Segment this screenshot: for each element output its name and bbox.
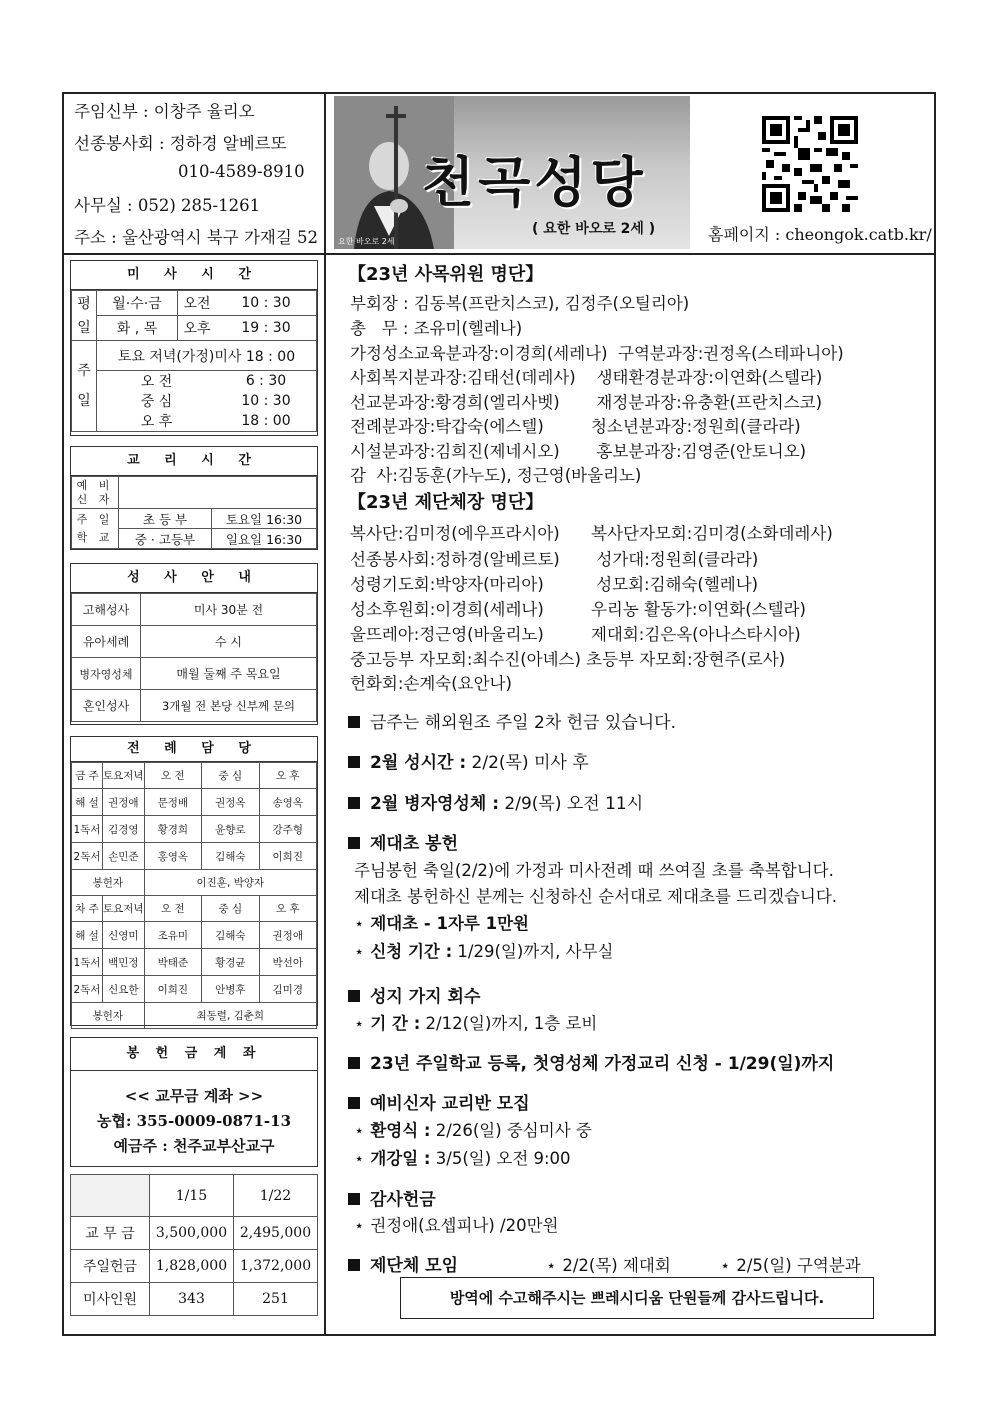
notice-text: 3/5(일) 오전 9:00 <box>430 1149 571 1168</box>
finance-cell: 343 <box>150 1283 234 1316</box>
liturgy-cell: 김미경 <box>259 976 316 1003</box>
council: 선종봉사회 : 정하경 알베르또 <box>74 134 287 153</box>
committee-line: 사회복지분과장:김태선(데레사) 생태환경분과장:이연화(스텔라) <box>350 368 823 387</box>
liturgy-cell: 강주형 <box>259 816 316 843</box>
pastor: 주임신부 : 이창주 율리오 <box>74 102 255 121</box>
sacrament-info: 미사 30분 전 <box>141 594 317 626</box>
patron-saint: ( 요한 바오로 2세 ) <box>532 221 656 237</box>
finance-cell: 교 무 금 <box>71 1217 150 1250</box>
notice-8-bullet1 <box>354 1212 558 1236</box>
office-phone: 사무실 : 052) 285-1261 <box>74 196 261 215</box>
sunday-time-2: 10 : 30 <box>216 391 317 411</box>
liturgy-cell: 손민준 <box>103 843 145 870</box>
bullet-square-icon <box>348 1097 360 1109</box>
committee-line: 가정성소교육분과장:이경희(세레나) 구역분과장:권정옥(스테파니아) <box>350 344 844 363</box>
bullet-square-icon <box>348 1057 360 1069</box>
notice-text: 23년 주일학교 등록, 첫영성체 가정교리 신청 - 1/29(일)까지 <box>370 1054 835 1074</box>
finance-cell: 1,372,000 <box>234 1250 318 1283</box>
notice-title: 성지 가지 회수 <box>370 987 481 1007</box>
liturgy-cell: 1독서 <box>72 816 103 843</box>
liturgy-cell: 홍영옥 <box>144 843 201 870</box>
liturgy-cell: 중 심 <box>202 896 259 922</box>
thanks-box: 방역에 수고해주시는 쁘레시디움 단원들께 감사드립니다. <box>400 1277 874 1319</box>
liturgy-table <box>71 762 317 1029</box>
mass-times-title: 미 사 시 간 <box>71 261 317 290</box>
liturgy-box <box>70 736 318 1026</box>
notice-text: 2/26(일) 중심미사 중 <box>430 1121 592 1140</box>
notice-title: 환영식 : <box>370 1121 431 1140</box>
notice-text: 1/29(일)까지, 사무실 <box>452 942 614 961</box>
notice-9-item-b <box>720 1252 861 1276</box>
notice-2 <box>348 748 589 773</box>
liturgy-cell: 백민정 <box>103 949 145 976</box>
notice-9 <box>348 1251 458 1276</box>
school-time-2: 일요일 16:30 <box>212 529 317 549</box>
committee-line: 총 무 : 조유미(헬레나) <box>350 319 523 338</box>
liturgy-cell: 토요저녁 <box>103 896 145 922</box>
notice-5-bullet1 <box>354 1010 597 1034</box>
committee-line: 부회장 : 김동복(프란치스코), 김정주(오틸리아) <box>350 294 690 313</box>
weekday-ampm-2: 오후 <box>178 316 217 341</box>
notice-title: 감사헌금 <box>370 1190 436 1210</box>
sacrament-info: 3개월 전 본당 신부께 문의 <box>141 690 317 722</box>
committee-title: 【23년 사목위원 명단】 <box>348 264 544 285</box>
star-bullet-icon: ⋆ <box>354 1149 365 1168</box>
groups-line: 성소후원회:이경희(세레나) 우리농 활동가:이연화(스텔라) <box>350 600 806 619</box>
notice-text: 2/12(일)까지, 1층 로비 <box>420 1014 598 1033</box>
liturgy-cell: 차 주 <box>72 896 103 922</box>
liturgy-cell: 윤향로 <box>202 816 259 843</box>
notice-text: 제대초 - 1자루 1만원 <box>370 914 529 933</box>
liturgy-cell: 송영옥 <box>259 789 316 816</box>
sunday-name-3: 오 후 <box>97 411 217 432</box>
school-grade-2: 중 · 고등부 <box>119 529 212 549</box>
liturgy-cell: 해 설 <box>72 922 103 949</box>
groups-line: 성령기도회:박양자(마리아) 성모회:김해숙(헬레나) <box>350 575 759 594</box>
bullet-square-icon <box>348 716 360 728</box>
notice-9-item-a <box>546 1252 671 1276</box>
star-bullet-icon: ⋆ <box>546 1256 557 1275</box>
star-bullet-icon: ⋆ <box>354 1121 365 1140</box>
groups-line: 복사단:김미정(에우프라시아) 복사단자모회:김미경(소화데레사) <box>350 524 833 543</box>
star-bullet-icon: ⋆ <box>354 1014 365 1033</box>
groups-line: 헌화회:손계숙(요안나) <box>350 674 512 693</box>
liturgy-cell: 문정배 <box>144 789 201 816</box>
liturgy-cell: 황경균 <box>202 949 259 976</box>
liturgy-cell: 안병후 <box>202 976 259 1003</box>
liturgy-cell: 이희진 <box>144 976 201 1003</box>
finance-cell: 1/22 <box>234 1175 318 1217</box>
weekday-label-2: 일 <box>77 319 91 336</box>
body-col-divider <box>324 253 326 1336</box>
liturgy-cell: 박태준 <box>144 949 201 976</box>
notice-title: 예비신자 교리반 모집 <box>370 1094 530 1114</box>
notice-7-bullet1 <box>354 1117 592 1141</box>
star-bullet-icon: ⋆ <box>354 1216 365 1235</box>
notice-7 <box>348 1089 530 1114</box>
sacrament-name: 고해성사 <box>72 594 141 626</box>
liturgy-cell: 권정애 <box>103 789 145 816</box>
homepage-link[interactable]: 홈페이지 : cheongok.catb.kr/ <box>708 225 932 244</box>
notice-title: 제단체 모임 <box>370 1256 459 1276</box>
finance-cell: 3,500,000 <box>150 1217 234 1250</box>
saturday-mass: 토요 저녁(가정)미사 18 : 00 <box>97 341 317 371</box>
finance-cell: 251 <box>234 1283 318 1316</box>
liturgy-cell: 2독서 <box>72 976 103 1003</box>
star-bullet-icon: ⋆ <box>354 942 365 961</box>
notice-title: 기 간 : <box>370 1014 421 1033</box>
liturgy-cell: 오 전 <box>144 896 201 922</box>
liturgy-title: 전 례 담 당 <box>71 737 317 762</box>
notice-title: 신청 기간 : <box>370 942 453 961</box>
finance-box <box>70 1174 318 1314</box>
bullet-square-icon <box>348 837 360 849</box>
liturgy-cell: 신요한 <box>103 976 145 1003</box>
liturgy-cell: 금 주 <box>72 763 103 789</box>
star-bullet-icon: ⋆ <box>354 914 365 933</box>
offering-names: 최동렬, 김춘희 <box>144 1003 316 1029</box>
committee-line: 시설분과장:김희진(제네시오) 홍보분과장:김영준(안토니오) <box>350 442 807 461</box>
sunday-name-2: 중 심 <box>97 391 217 411</box>
groups-line: 중고등부 자모회:최수진(아녜스) 초등부 자모회:장현주(로사) <box>350 650 786 669</box>
liturgy-cell: 이희진 <box>259 843 316 870</box>
liturgy-cell: 김경영 <box>103 816 145 843</box>
photo-caption: 요한 바오로 2세 <box>338 237 395 246</box>
notice-4-bullet1 <box>354 910 529 934</box>
notice-5 <box>348 982 480 1007</box>
catechumen-label: 예 비 신 자 <box>72 477 119 509</box>
liturgy-cell: 권정애 <box>259 922 316 949</box>
bullet-square-icon <box>348 797 360 809</box>
notice-text: 2/2(목) 미사 후 <box>466 753 589 773</box>
sunday-label-1: 주 <box>77 363 91 379</box>
school-label: 주 일 학 교 <box>72 509 119 549</box>
finance-cell: 2,495,000 <box>234 1217 318 1250</box>
finance-cell: 1/15 <box>150 1175 234 1217</box>
committee-line: 감 사:김동훈(가누도), 정근영(바울리노) <box>350 466 642 485</box>
address: 주소 : 울산광역시 북구 가재길 52 <box>74 228 319 247</box>
liturgy-cell: 오 후 <box>259 763 316 789</box>
notice-title: 2월 성시간 : <box>370 753 467 773</box>
notice-8 <box>348 1185 436 1210</box>
notice-text: 2/5(일) 구역분과 <box>736 1256 861 1275</box>
sacrament-name: 병자영성체 <box>72 658 141 690</box>
liturgy-cell: 해 설 <box>72 789 103 816</box>
finance-cell: 1,828,000 <box>150 1250 234 1283</box>
liturgy-cell: 조유미 <box>144 922 201 949</box>
church-name: 천곡성당 <box>422 151 647 214</box>
school-time-1: 토요일 16:30 <box>212 509 317 529</box>
sunday-time-1: 6 : 30 <box>216 371 317 392</box>
donation-holder: 예금주 : 천주교부산교구 <box>113 1137 275 1155</box>
weekday-time-2: 19 : 30 <box>216 316 317 341</box>
committee-line: 전례분과장:탁갑숙(에스텔) 청소년분과장:정원희(클라라) <box>350 417 801 436</box>
donation-account: 농협: 355-0009-0871-13 <box>96 1112 292 1130</box>
offering-label: 봉헌자 <box>72 1003 145 1029</box>
groups-line: 울뜨레아:정근영(바울리노) 제대회:김은옥(아나스타시아) <box>350 625 801 644</box>
liturgy-cell: 김해숙 <box>202 922 259 949</box>
notice-4-line1: 주님봉헌 축일(2/2)에 가정과 미사전례 때 쓰여질 초를 축복합니다. <box>354 861 834 880</box>
notice-1 <box>348 708 676 733</box>
bullet-square-icon <box>348 756 360 768</box>
liturgy-cell: 1독서 <box>72 949 103 976</box>
sacrament-info: 매월 둘째 주 목요일 <box>141 658 317 690</box>
notice-4-bullet2 <box>354 938 613 962</box>
bullet-square-icon <box>348 1193 360 1205</box>
notice-text: 2/2(목) 제대회 <box>562 1256 671 1275</box>
notice-4 <box>348 829 458 854</box>
council-phone: 010-4589-8910 <box>178 162 305 181</box>
qr-code-icon[interactable] <box>762 116 858 212</box>
church-banner <box>334 96 690 249</box>
liturgy-cell: 중 심 <box>202 763 259 789</box>
liturgy-cell: 김해숙 <box>202 843 259 870</box>
liturgy-cell: 오 전 <box>144 763 201 789</box>
mass-times-box <box>70 260 318 436</box>
weekday-time-1: 10 : 30 <box>216 291 317 316</box>
bullet-square-icon <box>348 990 360 1002</box>
weekday-days-2: 화 , 목 <box>97 316 178 341</box>
offering-names: 이진훈, 박양자 <box>144 870 316 896</box>
notice-7-bullet2 <box>354 1145 571 1169</box>
sunday-time-3: 18 : 00 <box>216 411 317 432</box>
notice-title: 개강일 : <box>370 1149 431 1168</box>
sacrament-name: 유아세례 <box>72 626 141 658</box>
school-grade-1: 초 등 부 <box>119 509 212 529</box>
donation-box <box>70 1037 318 1167</box>
catechism-box <box>70 446 318 550</box>
notice-text: 권정애(요셉피나) /20만원 <box>370 1216 559 1235</box>
notice-3 <box>348 789 643 814</box>
mass-times-table <box>71 290 317 432</box>
notice-title: 2월 병자영성체 : <box>370 794 499 814</box>
committee-line: 선교분과장:황경희(엘리사벳) 재정분과장:유충환(프란치스코) <box>350 393 823 412</box>
sacrament-info: 수 시 <box>141 626 317 658</box>
liturgy-cell: 2독서 <box>72 843 103 870</box>
weekday-ampm-1: 오전 <box>178 291 217 316</box>
header-col-divider <box>324 92 326 253</box>
weekday-days-1: 월·수·금 <box>97 291 178 316</box>
finance-cell <box>71 1175 150 1217</box>
groups-title: 【23년 제단체장 명단】 <box>348 492 544 513</box>
donation-line1: << 교무금 계좌 >> <box>124 1087 264 1105</box>
finance-cell: 미사인원 <box>71 1283 150 1316</box>
catechism-table <box>71 476 317 549</box>
liturgy-cell: 토요저녁 <box>103 763 145 789</box>
liturgy-cell: 황경희 <box>144 816 201 843</box>
liturgy-cell: 권정옥 <box>202 789 259 816</box>
star-bullet-icon: ⋆ <box>720 1256 731 1275</box>
finance-table <box>70 1174 318 1316</box>
liturgy-cell: 오 후 <box>259 896 316 922</box>
offering-label: 봉헌자 <box>72 870 145 896</box>
weekday-label-1: 평 <box>77 295 91 312</box>
donation-title: 봉 헌 금 계 좌 <box>71 1038 317 1071</box>
liturgy-cell: 신영미 <box>103 922 145 949</box>
finance-cell: 주일헌금 <box>71 1250 150 1283</box>
groups-line: 선종봉사회:정하경(알베르토) 성가대:정원희(클라라) <box>350 550 759 569</box>
notice-4-line2: 제대초 봉헌하신 분께는 신청하신 순서대로 제대초를 드리겠습니다. <box>354 887 838 906</box>
sacraments-box <box>70 563 318 725</box>
bullet-square-icon <box>348 1259 360 1271</box>
sunday-label-2: 일 <box>77 393 91 409</box>
sacraments-table <box>71 593 317 722</box>
sacrament-name: 혼인성사 <box>72 690 141 722</box>
liturgy-cell: 박선아 <box>259 949 316 976</box>
sunday-name-1: 오 전 <box>97 371 217 392</box>
catechism-title: 교 리 시 간 <box>71 447 317 476</box>
notice-title: 제대초 봉헌 <box>370 834 459 854</box>
notice-6 <box>348 1049 834 1074</box>
sacraments-title: 성 사 안 내 <box>71 564 317 593</box>
notice-text: 2/9(목) 오전 11시 <box>499 794 644 814</box>
header-divider <box>62 253 936 255</box>
notice-text: 금주는 해외원조 주일 2차 헌금 있습니다. <box>370 713 676 733</box>
